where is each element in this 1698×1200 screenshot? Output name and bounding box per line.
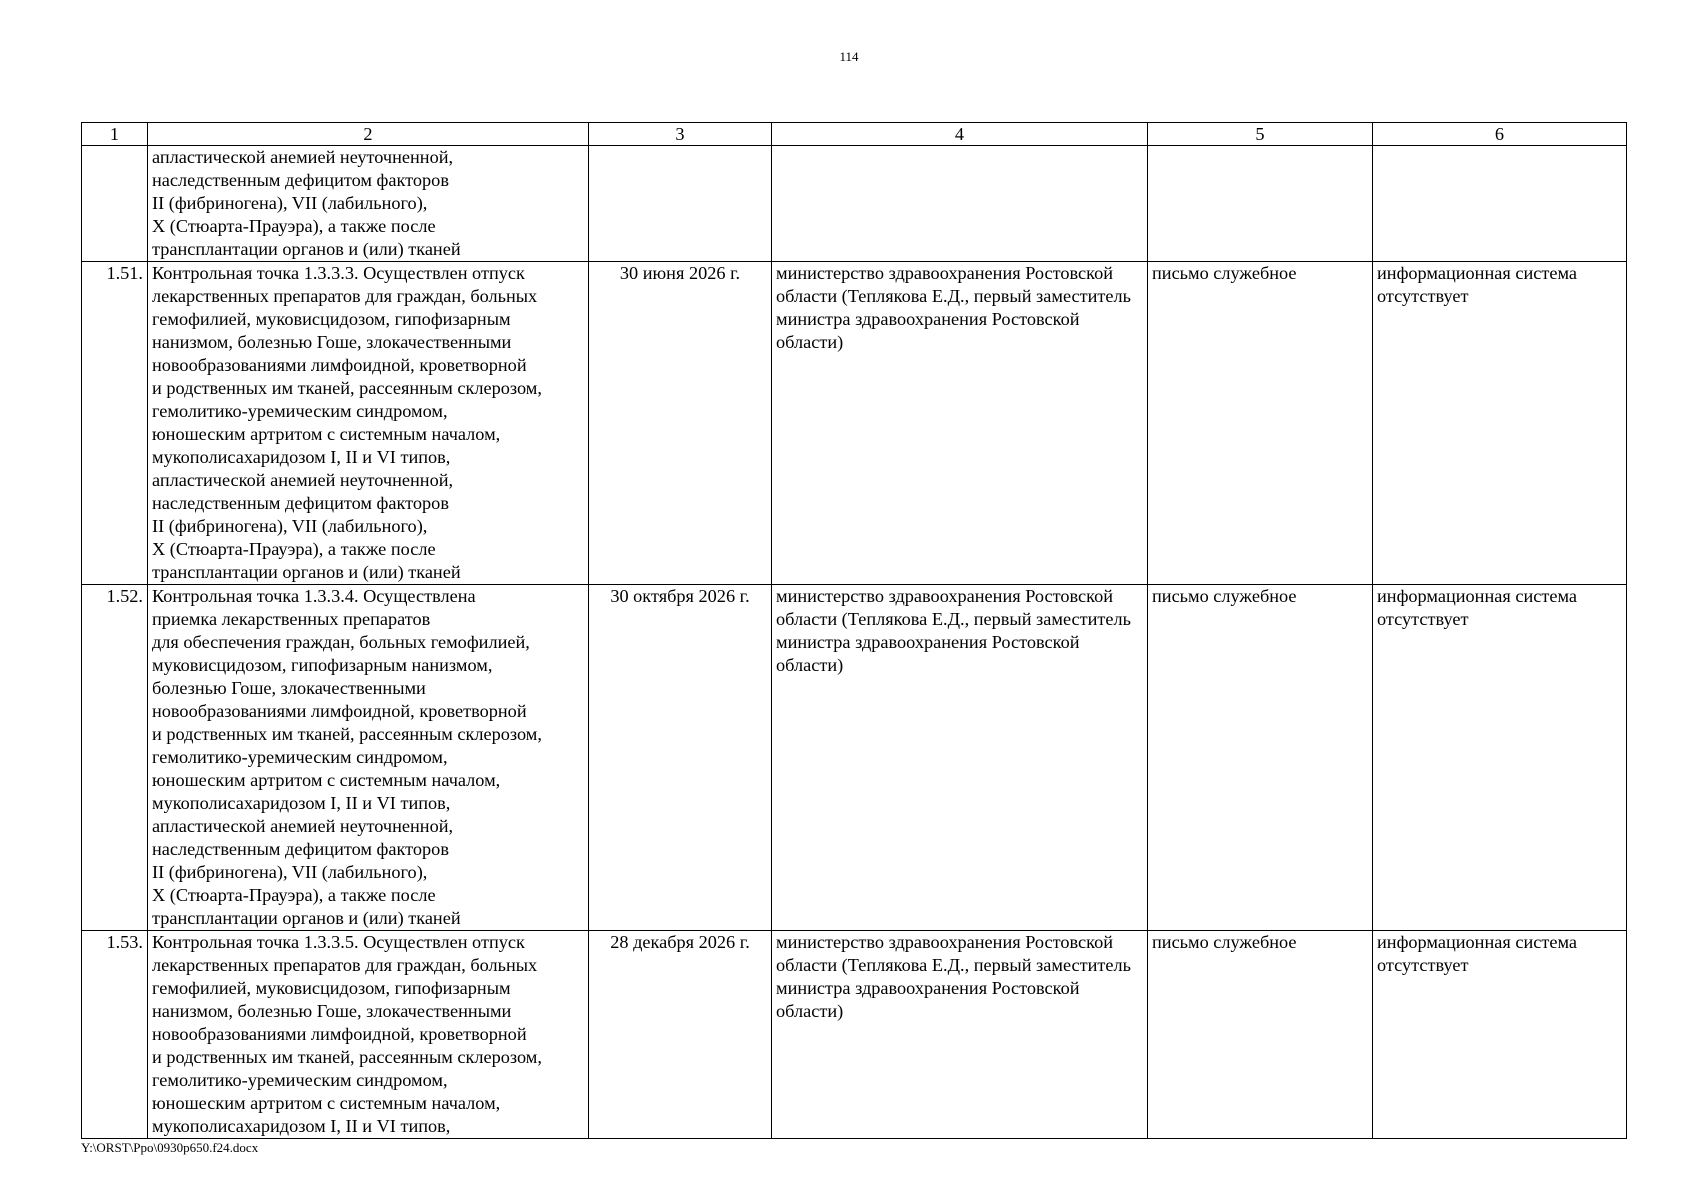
description-line: апластической анемией неуточненной, — [152, 470, 454, 490]
description-line: II (фибриногена), VII (лабильного), — [152, 516, 428, 536]
row-description — [148, 262, 589, 585]
description-line: новообразованиями лимфоидной, кроветворной — [152, 1024, 527, 1044]
control-points-table — [81, 122, 1627, 1139]
description-line: трансплантации органов и (или) тканей — [152, 908, 461, 928]
description-line: болезнью Гоше, злокачественными — [152, 678, 426, 698]
description-line: приемка лекарственных препаратов — [152, 609, 431, 629]
description-line: и родственных им тканей, рассеянным склерозом, — [152, 1047, 542, 1067]
description-line: гемолитико-уремическим синдромом, — [152, 401, 448, 421]
row-description — [148, 585, 589, 931]
description-line: наследственным дефицитом факторов — [152, 839, 449, 859]
row-information-system — [1373, 146, 1627, 262]
description-line: гемофилией, муковисцидозом, гипофизарным — [152, 978, 511, 998]
row-deadline-date: 30 июня 2026 г. — [589, 262, 772, 585]
row-responsible: министерство здравоохранения Ростовской области (Теплякова Е.Д., первый заместитель министра здравоохранения Ростовской области) — [772, 931, 1148, 1139]
row-number: 1.52. — [82, 585, 148, 931]
description-line: новообразованиями лимфоидной, кроветворной — [152, 701, 527, 721]
row-document-type: письмо служебное — [1148, 931, 1373, 1139]
description-line: наследственным дефицитом факторов — [152, 493, 449, 513]
description-line: II (фибриногена), VII (лабильного), — [152, 193, 428, 213]
description-line: трансплантации органов и (или) тканей — [152, 239, 461, 259]
description-line: гемолитико-уремическим синдромом, — [152, 747, 448, 767]
row-deadline-date: 30 октября 2026 г. — [589, 585, 772, 931]
description-line: X (Стюарта-Прауэра), а также после — [152, 539, 436, 559]
description-line: Контрольная точка 1.3.3.5. Осуществлен отпуск — [152, 932, 525, 952]
description-line: X (Стюарта-Прауэра), а также после — [152, 216, 436, 236]
column-header-1: 1 — [82, 123, 148, 146]
column-header-5: 5 — [1148, 123, 1373, 146]
row-number: 1.53. — [82, 931, 148, 1139]
row-description — [148, 931, 589, 1139]
table-row — [82, 146, 1627, 262]
row-responsible — [772, 146, 1148, 262]
description-line: юношеским артритом с системным началом, — [152, 424, 501, 444]
row-number — [82, 146, 148, 262]
description-line: апластической анемией неуточненной, — [152, 147, 454, 167]
row-document-type: письмо служебное — [1148, 585, 1373, 931]
description-line: X (Стюарта-Прауэра), а также после — [152, 885, 436, 905]
description-line: лекарственных препаратов для граждан, больных — [152, 955, 538, 975]
column-header-6: 6 — [1373, 123, 1627, 146]
row-information-system: информационная система отсутствует — [1373, 585, 1627, 931]
row-responsible: министерство здравоохранения Ростовской области (Теплякова Е.Д., первый заместитель министра здравоохранения Ростовской области) — [772, 262, 1148, 585]
description-line: апластической анемией неуточненной, — [152, 816, 454, 836]
description-line: и родственных им тканей, рассеянным склерозом, — [152, 724, 542, 744]
description-line: муковисцидозом, гипофизарным нанизмом, — [152, 655, 493, 675]
table-row — [82, 585, 1627, 931]
description-line: гемофилией, муковисцидозом, гипофизарным — [152, 309, 511, 329]
description-line: и родственных им тканей, рассеянным склерозом, — [152, 378, 542, 398]
description-line: Контрольная точка 1.3.3.4. Осуществлена — [152, 586, 476, 606]
row-deadline-date: 28 декабря 2026 г. — [589, 931, 772, 1139]
description-line: трансплантации органов и (или) тканей — [152, 562, 461, 582]
table-row — [82, 931, 1627, 1139]
row-deadline-date — [589, 146, 772, 262]
description-line: юношеским артритом с системным началом, — [152, 770, 501, 790]
table-body — [82, 146, 1627, 1139]
table-row — [82, 262, 1627, 585]
description-line: мукополисахаридозом I, II и VI типов, — [152, 1116, 451, 1136]
row-description — [148, 146, 589, 262]
row-responsible: министерство здравоохранения Ростовской области (Теплякова Е.Д., первый заместитель министра здравоохранения Ростовской области) — [772, 585, 1148, 931]
description-line: II (фибриногена), VII (лабильного), — [152, 862, 428, 882]
description-line: мукополисахаридозом I, II и VI типов, — [152, 793, 451, 813]
description-line: нанизмом, болезнью Гоше, злокачественными — [152, 332, 512, 352]
column-header-4: 4 — [772, 123, 1148, 146]
description-line: новообразованиями лимфоидной, кроветворной — [152, 355, 527, 375]
column-header-2: 2 — [148, 123, 589, 146]
description-line: нанизмом, болезнью Гоше, злокачественными — [152, 1001, 512, 1021]
row-information-system: информационная система отсутствует — [1373, 931, 1627, 1139]
header-row — [82, 123, 1627, 146]
footer-file-path: Y:\ORST\Ppo\0930p650.f24.docx — [81, 1140, 259, 1155]
description-line: для обеспечения граждан, больных гемофилией, — [152, 632, 530, 652]
description-line: лекарственных препаратов для граждан, больных — [152, 286, 538, 306]
description-line: юношеским артритом с системным началом, — [152, 1093, 501, 1113]
column-header-3: 3 — [589, 123, 772, 146]
description-line: Контрольная точка 1.3.3.3. Осуществлен отпуск — [152, 263, 525, 283]
page-number: 114 — [839, 49, 859, 64]
description-line: гемолитико-уремическим синдромом, — [152, 1070, 448, 1090]
row-document-type: письмо служебное — [1148, 262, 1373, 585]
row-document-type — [1148, 146, 1373, 262]
row-information-system: информационная система отсутствует — [1373, 262, 1627, 585]
description-line: мукополисахаридозом I, II и VI типов, — [152, 447, 451, 467]
description-line: наследственным дефицитом факторов — [152, 170, 449, 190]
row-number: 1.51. — [82, 262, 148, 585]
